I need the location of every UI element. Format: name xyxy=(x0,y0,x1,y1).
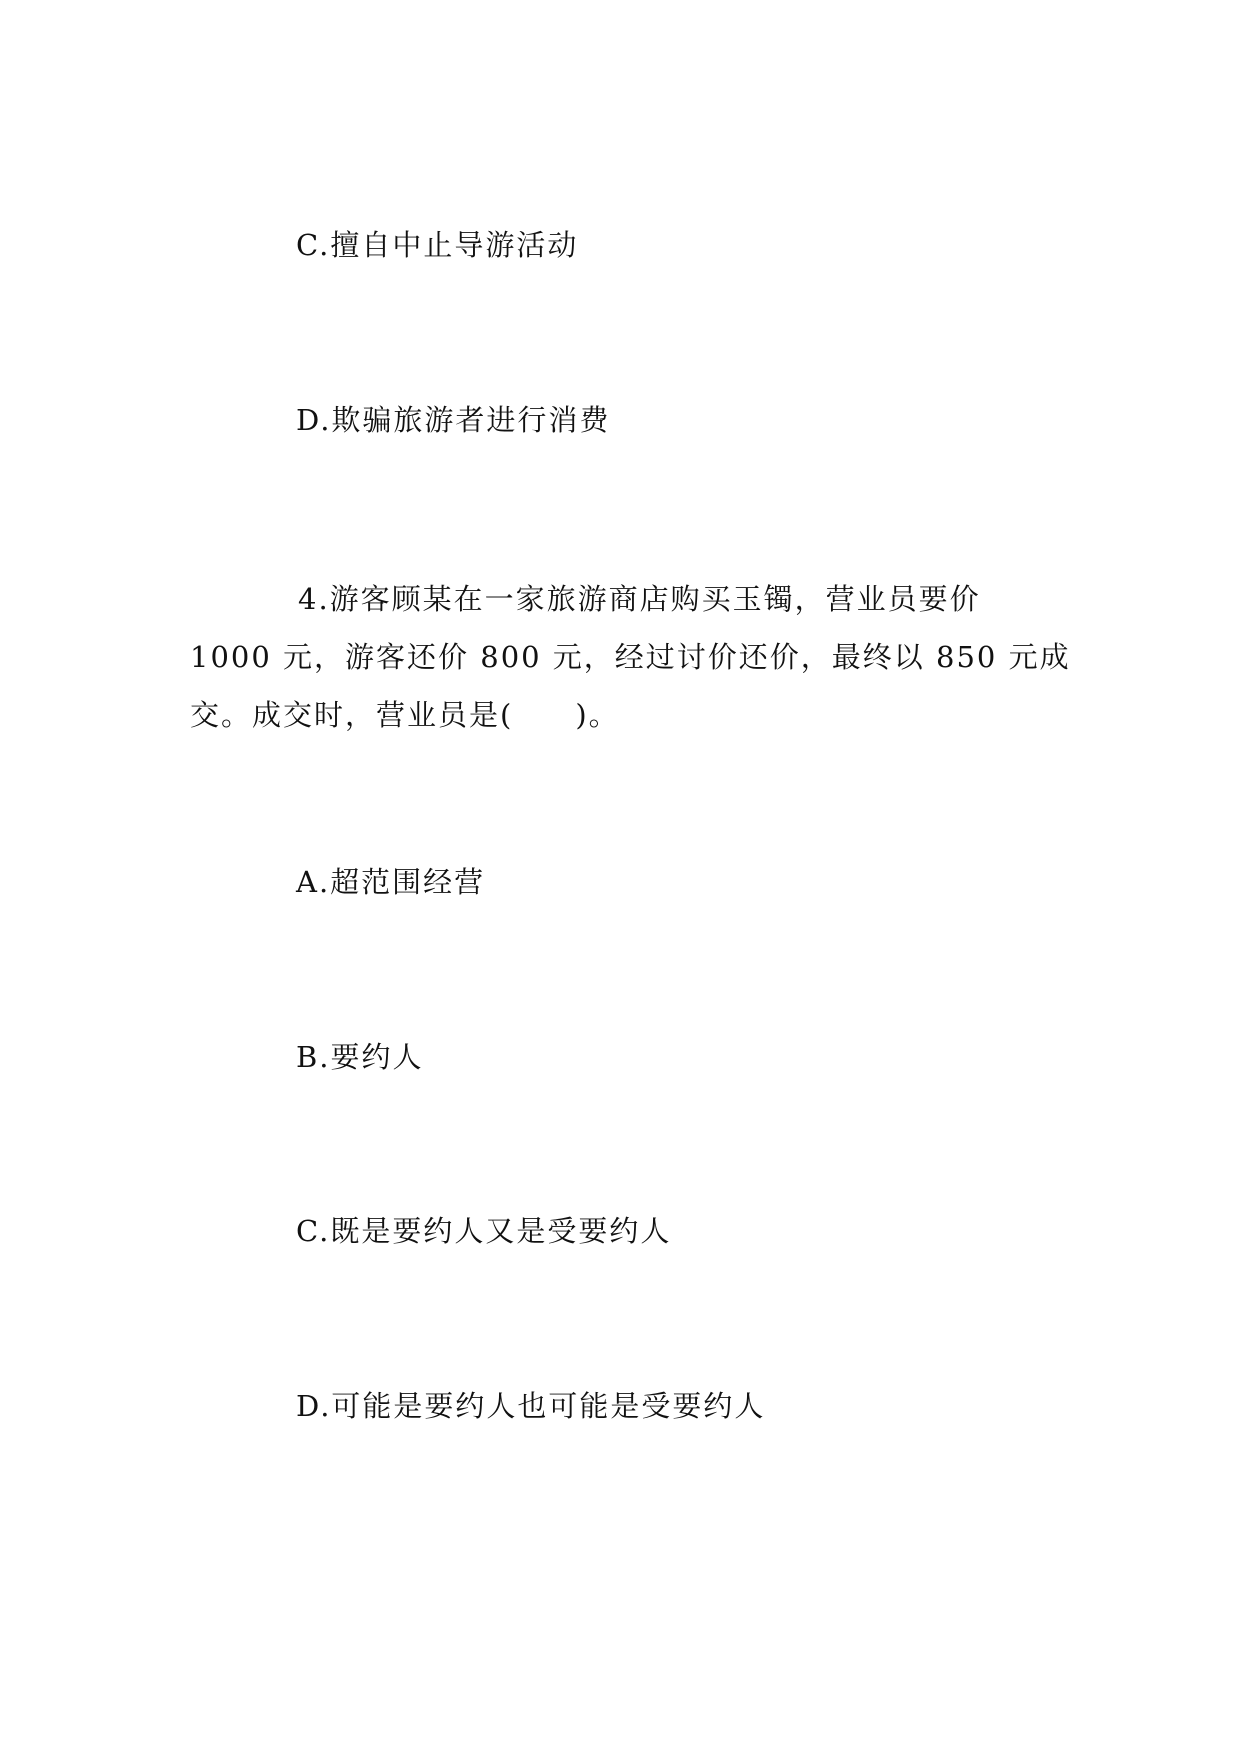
prev-option-d: D.欺骗旅游者进行消费 xyxy=(296,403,611,437)
question-4-option-d: D.可能是要约人也可能是受要约人 xyxy=(296,1389,766,1423)
question-4-option-a: A.超范围经营 xyxy=(296,865,486,899)
question-4-stem xyxy=(190,570,1071,744)
question-4-option-c: C.既是要约人又是受要约人 xyxy=(296,1214,672,1248)
question-4-line-2: 1000 元，游客还价 800 元，经过讨价还价，最终以 850 元成 xyxy=(190,640,1071,674)
prev-option-c: C.擅自中止导游活动 xyxy=(296,228,579,262)
question-4-line-1: 4.游客顾某在一家旅游商店购买玉镯，营业员要价 xyxy=(298,582,981,616)
question-4-line-3: 交。成交时，营业员是( )。 xyxy=(190,698,620,732)
question-4-option-b: B.要约人 xyxy=(296,1040,424,1074)
